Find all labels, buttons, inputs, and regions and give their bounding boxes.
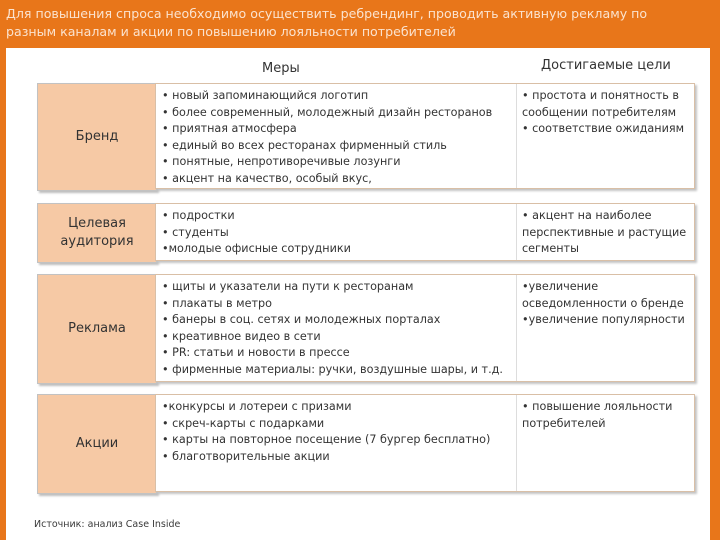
measure-item: • новый запоминающийся логотип [162, 89, 369, 102]
measure-item: • студенты [162, 225, 229, 239]
category-label: Акции [75, 436, 119, 451]
measure-item: • благотворительные акции [162, 449, 330, 463]
category-brand [37, 83, 157, 191]
goals-list [522, 399, 692, 432]
goals-column-title: Достигаемые цели [541, 58, 671, 73]
header-line-2: разным каналам и акции по повышению лояльности потребителей [6, 24, 456, 39]
source-note: Источник: анализ Case Inside [34, 519, 181, 530]
row-advertising-panel [155, 274, 695, 382]
goal-item: • соответствие ожиданиям [522, 122, 685, 135]
category-target-audience [37, 203, 157, 263]
measure-item: • приятная атмосфера [162, 122, 297, 135]
column-divider [516, 204, 517, 260]
measure-item: • плакаты в метро [162, 296, 272, 310]
measure-item: • креативное видео в сети [162, 329, 321, 343]
column-divider [516, 275, 517, 381]
category-label: Реклама [68, 321, 126, 336]
goals-list [522, 88, 692, 138]
column-divider [516, 84, 517, 188]
measure-item: • фирменные материалы: ручки, воздушные шары, и т.д. [162, 362, 503, 376]
header-banner [0, 0, 720, 48]
row-brand-panel [155, 83, 695, 189]
measure-item: • более современный, молодежный дизайн ресторанов [162, 105, 493, 119]
measure-item: • акцент на качество, особый вкус, [162, 171, 372, 185]
measures-list [162, 279, 514, 378]
measure-item: • PR: статьи и новости в прессе [162, 346, 350, 359]
goal-item: •увеличение популярности [522, 313, 685, 326]
measure-item: • понятные, непротиворечивые лозунги [162, 155, 401, 168]
measures-list [162, 208, 514, 258]
category-label: Бренд [75, 129, 119, 144]
measure-item: • карты на повторное посещение (7 бургер бесплатно) [162, 433, 491, 446]
measure-item: • банеры в соц. сетях и молодежных порталах [162, 313, 441, 326]
measure-item: • щиты и указатели на пути к ресторанам [162, 280, 414, 293]
measures-list [162, 88, 514, 187]
measure-item: • скреч-карты с подарками [162, 416, 325, 430]
measure-item: • подростки [162, 209, 235, 222]
goals-list [522, 279, 692, 329]
measures-list [162, 399, 514, 465]
row-promotions-panel [155, 394, 695, 492]
category-advertising [37, 274, 157, 384]
right-accent-bar [710, 48, 720, 540]
goals-list [522, 208, 692, 258]
category-label: Целевая аудитория [60, 216, 134, 249]
measure-item: • единый во всех ресторанах фирменный стиль [162, 138, 447, 152]
row-audience-panel [155, 203, 695, 261]
goal-item: • повышение лояльности потребителей [522, 400, 673, 430]
goal-item: • акцент на наиболее перспективные и растущие сегменты [522, 209, 687, 255]
goal-item: •увеличение осведомленности о бренде [522, 280, 684, 310]
left-accent-bar [0, 48, 6, 540]
column-divider [516, 395, 517, 491]
header-line-1: Для повышения спроса необходимо осуществить ребрендинг, проводить активную рекламу по [6, 6, 648, 21]
category-promotions [37, 394, 157, 494]
goal-item: • простота и понятность в сообщении потребителям [522, 89, 679, 119]
header-text [6, 5, 706, 41]
measure-item: •конкурсы и лотереи с призами [162, 400, 352, 413]
measure-item: •молодые офисные сотрудники [162, 242, 351, 255]
measures-column-title: Меры [262, 61, 300, 76]
